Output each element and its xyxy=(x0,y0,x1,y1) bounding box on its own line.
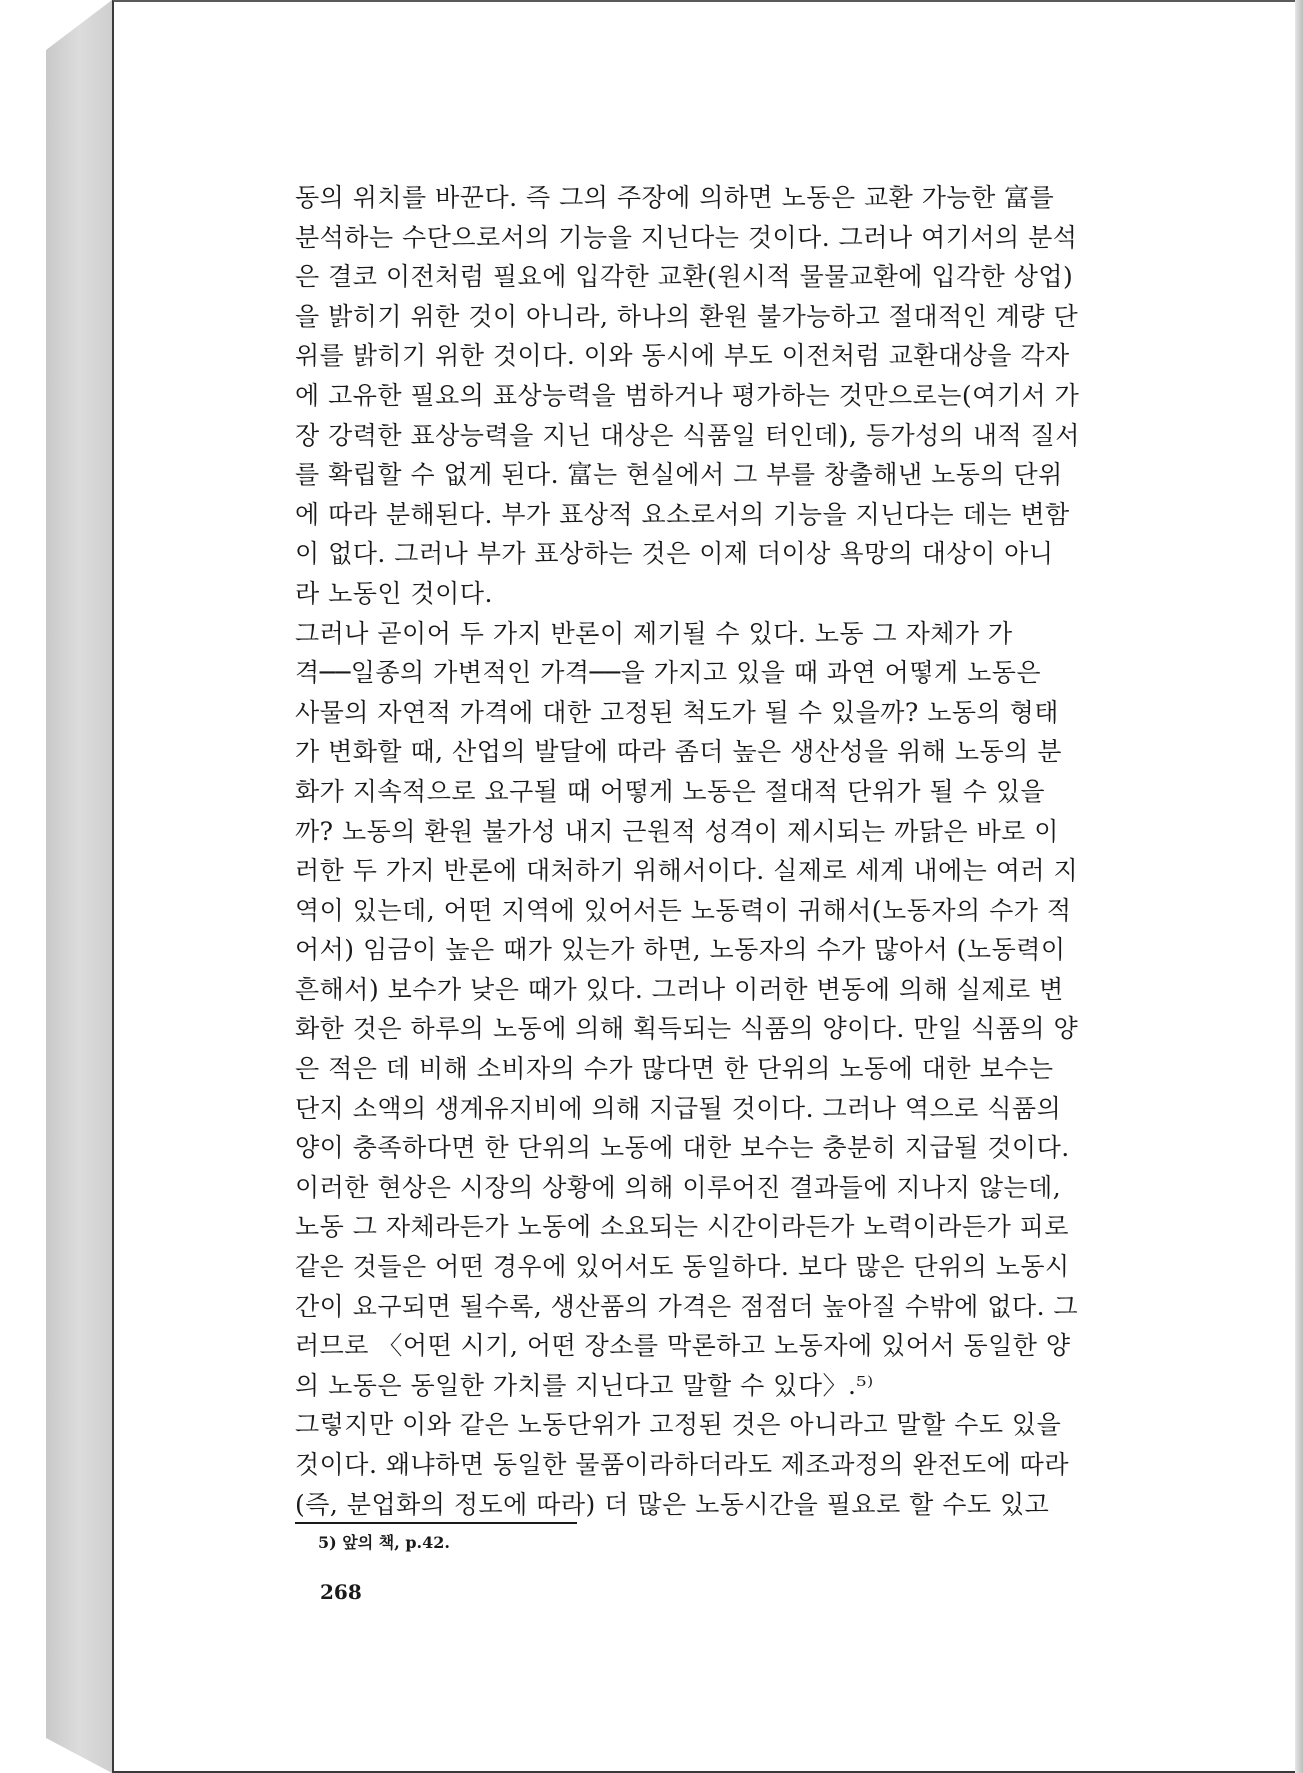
footnote-divider xyxy=(295,1522,577,1524)
page-edge xyxy=(1295,0,1303,1773)
page-number: 268 xyxy=(320,1580,362,1604)
footnote: 5) 앞의 책, p.42. xyxy=(318,1533,450,1552)
body-text xyxy=(295,178,1165,1524)
paragraph-1: 동의 위치를 바꾼다. 즉 그의 주장에 의하면 노동은 교환 가능한 富를 분석하는 수단으로서의 기능을 지닌다는 것이다. 그러나 여기서의 분석 은 결코 이전처럼 필요에 입각한 교환(원시적 물물교환에 입각한 상업) 을 밝히기 위한 것이 아니라, 하나의 환원 불가능하고 절대적인 계량 단 위를 밝히기 위한 것이다. 이와 동시에 부도 이전처럼 교환대상을 각자 에 고유한 필요의 표상능력을 범하거나 평가하는 것만으로는(여기서 가 장 강력한 표상능력을 지닌 대상은 식품일 터인데), 등가성의 내적 질서 를 확립할 수 없게 된다. 富는 현실에서 그 부를 창출해낸 노동의 단위 에 따라 분해된다. 부가 표상적 요소로서의 기능을 지닌다는 데는 변함 이 없다. 그러나 부가 표상하는 것은 이제 더이상 욕망의 대상이 아니 라 노동인 것이다. xyxy=(295,183,1080,608)
book-spine xyxy=(46,0,112,1773)
paragraph-3: 그렇지만 이와 같은 노동단위가 고정된 것은 아니라고 말할 수도 있을 것이다. 왜냐하면 동일한 물품이라하더라도 제조과정의 완전도에 따라 (즉, 분업화의 정도에 따라) 더 많은 노동시간을 필요로 할 수도 있고 xyxy=(295,1410,1069,1519)
paragraph-2: 그러나 곧이어 두 가지 반론이 제기될 수 있다. 노동 그 자체가 가 격──일종의 가변적인 가격──을 가지고 있을 때 과연 어떻게 노동은 사물의 자연적 가격에 대한 고정된 척도가 될 수 있을까? 노동의 형태 가 변화할 때, 산업의 발달에 따라 좀더 높은 생산성을 위해 노동의 분 화가 지속적으로 요구될 때 어떻게 노동은 절대적 단위가 될 수 있을 까? 노동의 환원 불가성 내지 근원적 성격이 제시되는 까닭은 바로 이 러한 두 가지 반론에 대처하기 위해서이다. 실제로 세계 내에는 여러 지 역이 있는데, 어떤 지역에 있어서든 노동력이 귀해서(노동자의 수가 적 어서) 임금이 높은 때가 있는가 하면, 노동자의 수가 많아서 (노동력이 흔해서) 보수가 낮은 때가 있다. 그러나 이러한 변동에 의해 실제로 변 화한 것은 하루의 노동에 의해 획득되는 식품의 양이다. 만일 식품의 양 은 적은 데 비해 소비자의 수가 많다면 한 단위의 노동에 대한 보수는 단지 소액의 생계유지비에 의해 지급될 것이다. 그러나 역으로 식품의 양이 충족하다면 한 단위의 노동에 대한 보수는 충분히 지급될 것이다. 이러한 현상은 시장의 상황에 의해 이루어진 결과들에 지나지 않는데, 노동 그 자체라든가 노동에 소요되는 시간이라든가 노력이라든가 피로 같은 것들은 어떤 경우에 있어서도 동일하다. 보다 많은 단위의 노동시 간이 요구되면 될수록, 생산품의 가격은 점점더 높아질 수밖에 없다. 그 러므로 〈어떤 시기, 어떤 장소를 막론하고 노동자에 있어서 동일한 양 의 노동은 동일한 가치를 지닌다고 말할 수 있다〉.⁵⁾ xyxy=(295,618,1079,1400)
